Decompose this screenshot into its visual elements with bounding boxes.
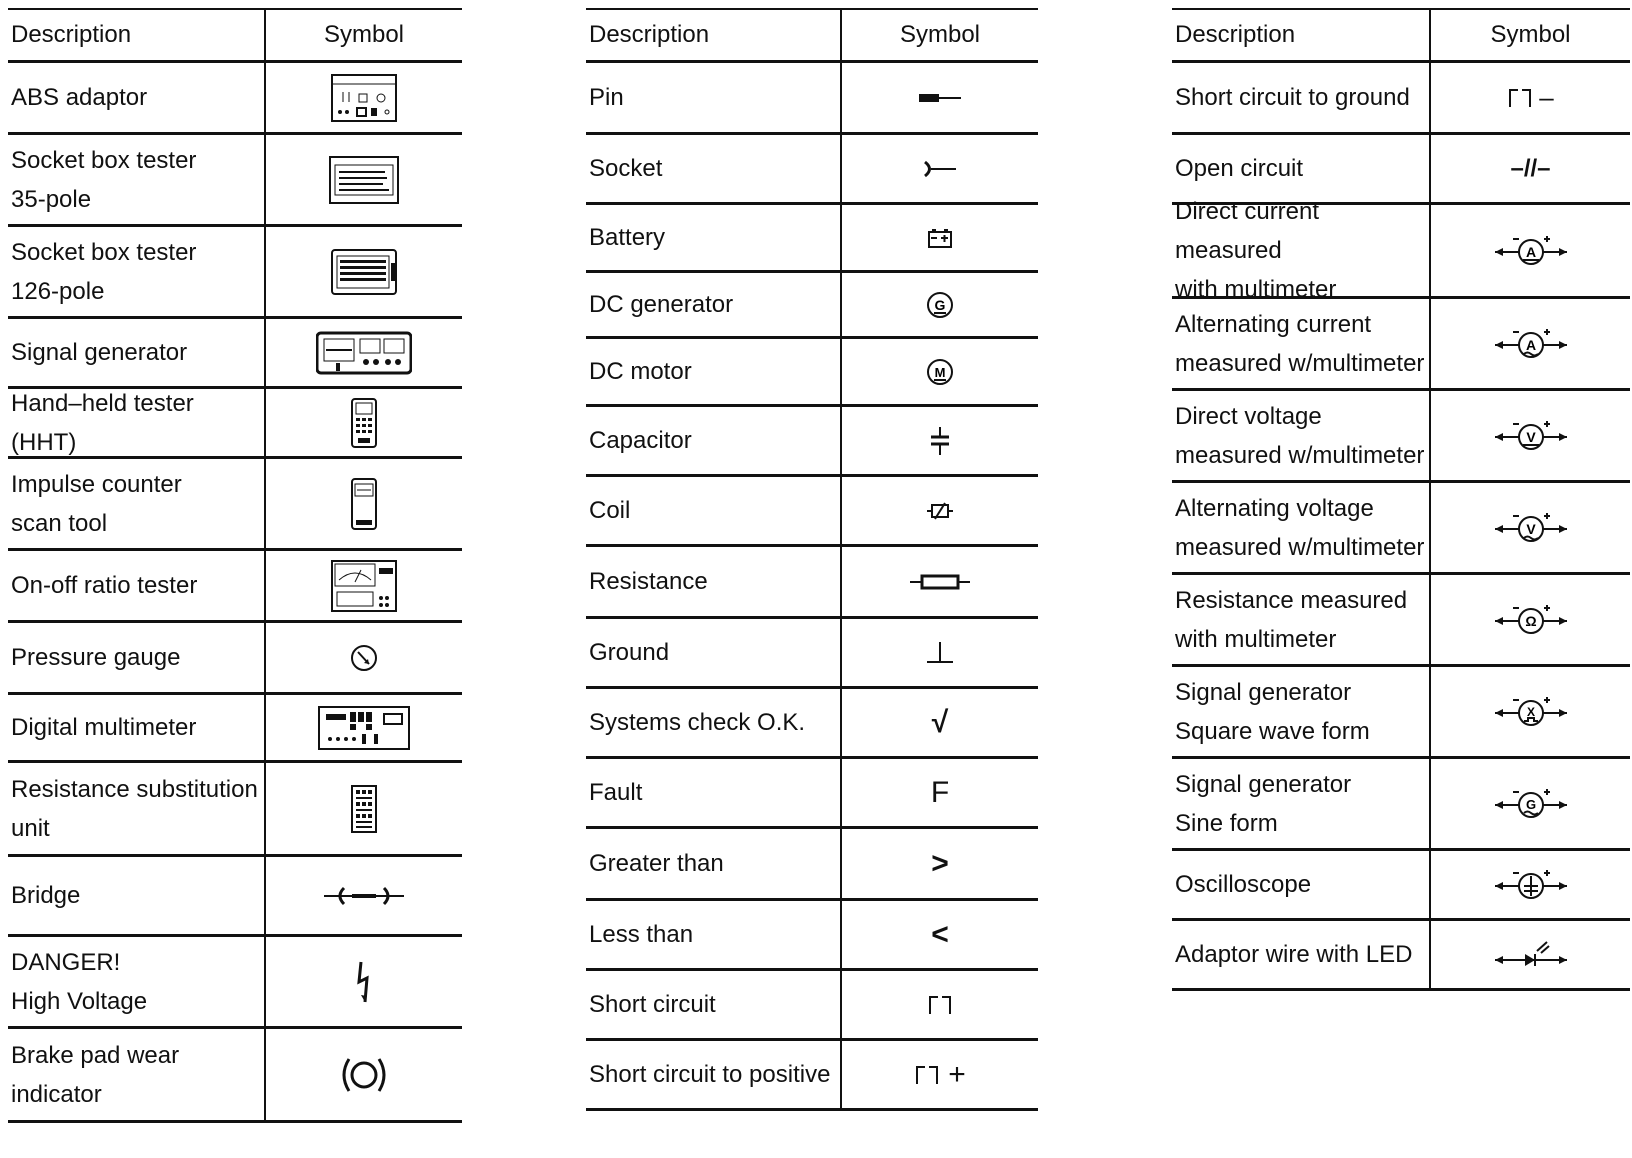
row-description: Direct current measured with multimeter (1172, 205, 1431, 296)
table-row (1172, 851, 1630, 921)
table-row (8, 937, 462, 1029)
symbol-header: Symbol (1490, 21, 1571, 48)
row-description: Pressure gauge (8, 623, 266, 692)
symbol-table-2 (586, 8, 1038, 1111)
row-description: Coil (586, 477, 842, 544)
table-row (586, 1041, 1038, 1111)
row-description: Short circuit to positive (586, 1041, 842, 1108)
row-description: Hand–held tester (HHT) (8, 389, 266, 456)
table-row (586, 689, 1038, 759)
row-description: Resistance measured with multimeter (1172, 575, 1431, 664)
capacitor-icon (929, 425, 951, 457)
row-description: Socket (586, 135, 842, 202)
table-row (1172, 667, 1630, 759)
symbol-table-1 (8, 8, 462, 1123)
table-row (586, 339, 1038, 407)
meter-sine-icon (1493, 787, 1569, 821)
table-row (586, 273, 1038, 339)
table-row (8, 459, 462, 551)
meter-letter: A (1525, 336, 1536, 353)
open-circuit-icon: –//– (1510, 154, 1551, 182)
table-row (586, 971, 1038, 1041)
socket-box-35-icon (329, 156, 399, 204)
row-description: Bridge (8, 857, 266, 934)
table-row (586, 135, 1038, 205)
meter-letter: A (1525, 243, 1536, 260)
table-row (8, 1029, 462, 1123)
row-description: Resistance (586, 547, 842, 616)
description-header: Description (1172, 10, 1431, 60)
battery-icon (927, 227, 953, 249)
row-description: Open circuit (1172, 135, 1431, 202)
generator-letter: G (934, 296, 946, 313)
row-description: DANGER! High Voltage (8, 937, 266, 1026)
row-description: Signal generator (8, 319, 266, 386)
meter-letter: V (1525, 520, 1536, 537)
less-than-icon: < (931, 917, 949, 951)
meter-letter: V (1525, 428, 1536, 445)
row-description: ABS adaptor (8, 63, 266, 132)
table-header (1172, 8, 1630, 63)
table-row (586, 547, 1038, 619)
meter-letter: G (1525, 796, 1536, 812)
meter-square-wave-icon (1493, 695, 1569, 729)
meter-letter: Ω (1524, 612, 1537, 629)
table-row (8, 319, 462, 389)
row-description: DC motor (586, 339, 842, 404)
row-description: Alternating voltage measured w/multimeter (1172, 483, 1431, 572)
table-row (586, 477, 1038, 547)
table-row (8, 135, 462, 227)
row-description: Digital multimeter (8, 695, 266, 760)
table-header (8, 8, 462, 63)
row-description: Socket box tester 35-pole (8, 135, 266, 224)
table-row (8, 63, 462, 135)
row-description: Ground (586, 619, 842, 686)
greater-than-icon: > (931, 846, 949, 880)
row-description: Less than (586, 901, 842, 968)
table-row (586, 63, 1038, 135)
meter-letter: X (1526, 704, 1535, 719)
row-description: Signal generator Sine form (1172, 759, 1431, 848)
table-row (1172, 759, 1630, 851)
table-row (1172, 483, 1630, 575)
socket-icon (922, 159, 958, 179)
short-ground-icon (1507, 82, 1553, 113)
table-row (8, 763, 462, 857)
coil-icon (925, 499, 955, 523)
pin-icon (917, 92, 963, 104)
check-icon: √ (931, 705, 949, 739)
description-header: Description (586, 10, 842, 60)
table-row (8, 695, 462, 763)
table-row (586, 205, 1038, 273)
table-row (586, 619, 1038, 689)
row-description: Alternating current measured w/multimeter (1172, 299, 1431, 388)
dc-motor-icon (926, 358, 954, 386)
row-description: Oscilloscope (1172, 851, 1431, 918)
table-row (1172, 198, 1630, 303)
row-description: Impulse counter scan tool (8, 459, 266, 548)
table-row (1172, 391, 1630, 483)
table-row (8, 227, 462, 319)
resistor-icon (908, 571, 972, 593)
row-description: Greater than (586, 829, 842, 898)
table-row (1172, 921, 1630, 991)
pressure-gauge-icon (349, 643, 379, 673)
meter-dc-current-icon (1493, 234, 1569, 268)
plus-glyph: + (948, 1057, 966, 1091)
fault-icon: F (930, 775, 950, 809)
high-voltage-icon (355, 960, 373, 1004)
impulse-counter-icon (350, 478, 378, 530)
symbol-header: Symbol (899, 21, 981, 48)
symbol-table-3 (1172, 8, 1630, 991)
abs-adaptor-icon (331, 74, 397, 122)
short-circuit-icon (927, 994, 953, 1016)
on-off-ratio-tester-icon (331, 560, 397, 612)
row-description: On-off ratio tester (8, 551, 266, 620)
row-description: Short circuit to ground (1172, 63, 1431, 132)
row-description: Direct voltage measured w/multimeter (1172, 391, 1431, 480)
row-description: Socket box tester 126-pole (8, 227, 266, 316)
row-description: Signal generator Square wave form (1172, 667, 1431, 756)
socket-box-126-icon (331, 249, 397, 295)
table-row (1172, 299, 1630, 391)
row-description: Systems check O.K. (586, 689, 842, 756)
row-description: Battery (586, 205, 842, 270)
table-row (1172, 63, 1630, 135)
description-header: Description (8, 10, 266, 60)
row-description: Pin (586, 63, 842, 132)
bridge-icon (322, 884, 406, 908)
table-row (586, 407, 1038, 477)
dc-generator-icon (926, 291, 954, 319)
table-row (8, 857, 462, 937)
signal-generator-device-icon (316, 330, 412, 376)
row-description: Adaptor wire with LED (1172, 921, 1431, 988)
table-row (586, 829, 1038, 901)
row-description: Brake pad wear indicator (8, 1029, 266, 1120)
table-row (8, 551, 462, 623)
brake-pad-wear-icon (341, 1056, 387, 1094)
symbol-header: Symbol (323, 21, 405, 48)
row-description: Resistance substitution unit (8, 763, 266, 854)
ground-icon (925, 640, 955, 666)
motor-letter: M (934, 364, 946, 380)
table-row (8, 623, 462, 695)
short-positive-icon (914, 1058, 966, 1092)
row-description: Fault (586, 759, 842, 826)
row-description: Short circuit (586, 971, 842, 1038)
table-row (1172, 575, 1630, 667)
minus-glyph: – (1539, 82, 1554, 112)
table-header (586, 8, 1038, 63)
digital-multimeter-icon (318, 706, 410, 750)
oscilloscope-icon (1493, 868, 1569, 902)
row-description: DC generator (586, 273, 842, 336)
hand-held-tester-icon (350, 398, 378, 448)
table-row (586, 901, 1038, 971)
resistance-substitution-icon (351, 785, 377, 833)
row-description: Capacitor (586, 407, 842, 474)
meter-ac-current-icon (1493, 327, 1569, 361)
table-row (8, 389, 462, 459)
table-row (586, 759, 1038, 829)
meter-resistance-icon (1493, 603, 1569, 637)
led-adaptor-icon (1493, 940, 1569, 970)
meter-ac-voltage-icon (1493, 511, 1569, 545)
meter-dc-voltage-icon (1493, 419, 1569, 453)
